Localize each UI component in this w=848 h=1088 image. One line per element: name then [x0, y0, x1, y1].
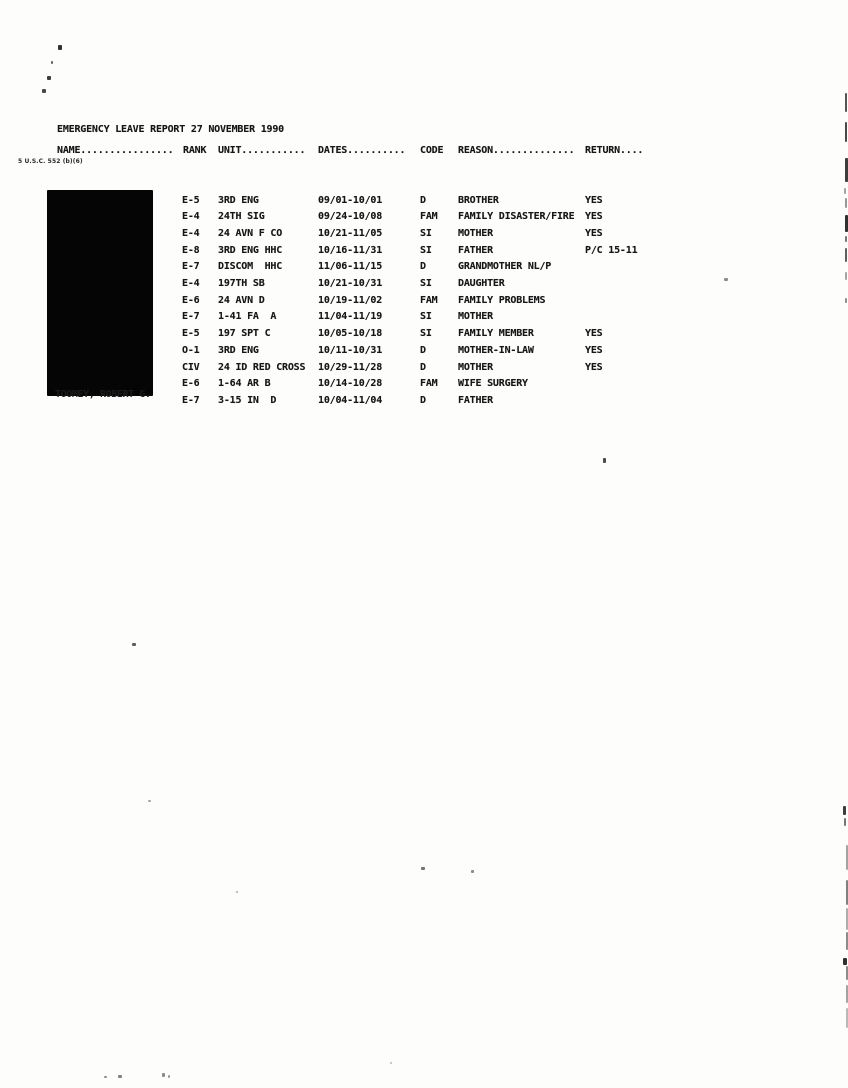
cell-code: D [420, 261, 426, 273]
cell-dates: 10/11-10/31 [318, 344, 383, 356]
cell-dates: 09/24-10/08 [318, 211, 383, 223]
cell-code: FAM [420, 378, 438, 390]
foia-exemption-note: 5 U.S.C. 552 (b)(6) [18, 158, 83, 165]
scan-speck [58, 45, 62, 50]
cell-return: YES [585, 344, 603, 356]
scan-speck [845, 236, 847, 242]
cell-reason: BROTHER [458, 194, 499, 206]
cell-unit: 1-64 AR B [218, 378, 271, 390]
scan-speck [843, 958, 847, 965]
cell-unit: 24 AVN F CO [218, 227, 283, 239]
cell-code: D [420, 361, 426, 373]
cell-rank: E-7 [182, 311, 200, 323]
cell-code: D [420, 344, 426, 356]
cell-reason: MOTHER [458, 311, 493, 323]
scan-speck [845, 122, 847, 142]
cell-return: YES [585, 227, 603, 239]
scan-speck [132, 643, 136, 646]
cell-reason: MOTHER [458, 227, 493, 239]
cell-reason: MOTHER-IN-LAW [458, 344, 534, 356]
scan-speck [844, 188, 846, 194]
scan-speck [845, 272, 847, 280]
col-header-dates: DATES.......... [318, 145, 406, 156]
col-header-rank: RANK [183, 145, 207, 156]
cell-reason: FATHER [458, 244, 493, 256]
cell-dates: 09/01-10/01 [318, 194, 383, 206]
scan-speck [843, 806, 846, 815]
cell-code: SI [420, 278, 432, 289]
cell-unit: 24TH SIG [218, 211, 265, 223]
col-header-name: NAME................ [57, 145, 174, 156]
scan-speck [51, 61, 53, 64]
cell-rank: E-7 [182, 261, 200, 273]
cell-rank: E-6 [182, 378, 200, 390]
scan-speck [724, 278, 728, 281]
cell-reason: GRANDMOTHER NL/P [458, 261, 552, 273]
col-header-reason: REASON.............. [458, 145, 575, 156]
cell-rank: E-6 [182, 294, 200, 306]
cell-dates: 11/06-11/15 [318, 261, 383, 273]
scan-speck [162, 1073, 165, 1077]
scan-speck [104, 1076, 107, 1078]
scan-speck [118, 1075, 122, 1078]
cell-dates: 10/04-11/04 [318, 394, 383, 406]
cell-reason: FAMILY DISASTER/FIRE [458, 211, 575, 223]
cell-return: YES [585, 361, 603, 373]
scan-speck [844, 818, 846, 826]
cell-dates: 10/29-11/28 [318, 361, 383, 373]
cell-return: P/C 15-11 [585, 244, 638, 256]
cell-code: SI [420, 328, 432, 340]
cell-unit: 3-15 IN D [218, 394, 277, 406]
redacted-name-remnant: TOOMEY, ROBERT G. [55, 389, 151, 400]
cell-code: D [420, 394, 426, 406]
scan-speck [168, 1075, 170, 1078]
report-title: EMERGENCY LEAVE REPORT 27 NOVEMBER 1990 [57, 124, 284, 135]
cell-unit: 24 AVN D [218, 294, 265, 306]
cell-rank: E-7 [182, 394, 200, 406]
cell-unit: 3RD ENG [218, 194, 259, 206]
cell-dates: 10/21-11/05 [318, 227, 383, 239]
cell-code: SI [420, 311, 432, 323]
col-header-return: RETURN.... [585, 145, 644, 156]
cell-return: YES [585, 194, 603, 206]
col-header-unit: UNIT........... [218, 145, 306, 156]
cell-dates: 10/14-10/28 [318, 378, 383, 390]
cell-unit: DISCOM HHC [218, 261, 283, 273]
scan-speck [845, 298, 847, 303]
cell-unit: 3RD ENG HHC [218, 244, 283, 256]
scan-speck [42, 89, 46, 93]
scan-speck [47, 76, 51, 80]
scan-speck [845, 93, 847, 112]
scan-speck [421, 867, 425, 870]
cell-code: SI [420, 244, 432, 256]
scan-speck [148, 800, 151, 802]
cell-dates: 10/19-11/02 [318, 294, 383, 306]
cell-dates: 10/21-10/31 [318, 278, 383, 289]
scan-speck [845, 248, 847, 262]
cell-rank: E-8 [182, 244, 200, 256]
cell-reason: DAUGHTER [458, 278, 505, 289]
cell-unit: 197 SPT C [218, 328, 271, 340]
cell-code: FAM [420, 211, 438, 223]
cell-rank: CIV [182, 361, 200, 373]
cell-reason: WIFE SURGERY [458, 378, 528, 390]
cell-code: D [420, 194, 426, 206]
cell-dates: 10/16-11/31 [318, 244, 383, 256]
col-header-code: CODE [420, 145, 444, 156]
cell-rank: E-4 [182, 227, 200, 239]
cell-return: YES [585, 328, 603, 340]
cell-code: SI [420, 227, 432, 239]
cell-reason: MOTHER [458, 361, 493, 373]
cell-reason: FATHER [458, 394, 493, 406]
cell-reason: FAMILY PROBLEMS [458, 294, 546, 306]
cell-return: YES [585, 211, 603, 223]
cell-rank: O-1 [182, 344, 200, 356]
cell-dates: 11/04-11/19 [318, 311, 383, 323]
cell-unit: 24 ID RED CROSS [218, 361, 306, 373]
scan-speck [471, 870, 474, 873]
cell-code: FAM [420, 294, 438, 306]
cell-dates: 10/05-10/18 [318, 328, 383, 340]
scan-speck [845, 198, 847, 208]
cell-rank: E-5 [182, 328, 200, 340]
cell-unit: 1-41 FA A [218, 311, 277, 323]
scan-speck [603, 458, 606, 463]
scan-speck [236, 891, 238, 893]
cell-unit: 197TH SB [218, 278, 265, 289]
cell-rank: E-4 [182, 211, 200, 223]
scan-speck [390, 1062, 392, 1064]
cell-reason: FAMILY MEMBER [458, 328, 534, 340]
cell-rank: E-5 [182, 194, 200, 206]
cell-rank: E-4 [182, 278, 200, 289]
cell-unit: 3RD ENG [218, 344, 259, 356]
redaction-box [47, 190, 153, 396]
